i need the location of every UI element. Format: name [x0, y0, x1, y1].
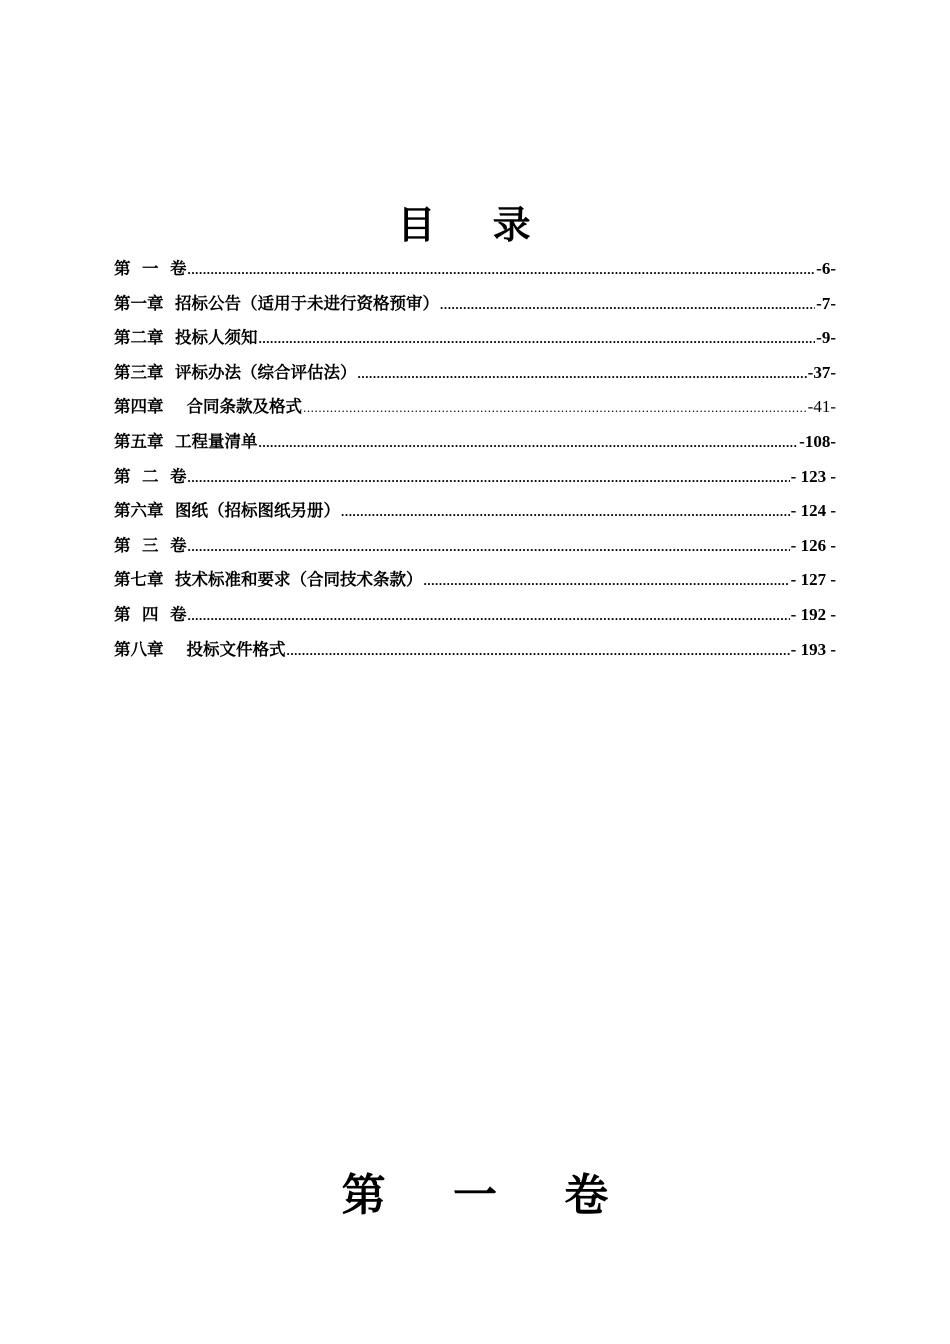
- toc-dot-leader: [286, 640, 789, 662]
- toc-entry-page: - 126 -: [790, 535, 836, 555]
- toc-title: 目 录: [397, 202, 553, 247]
- toc-entry-label: 第一章 招标公告（适用于未进行资格预审）: [114, 293, 439, 313]
- toc-dot-leader: [424, 570, 790, 592]
- toc-entry-volume-3[interactable]: [114, 535, 836, 570]
- toc-entry-volume-2[interactable]: [114, 466, 836, 501]
- toc-dot-leader: [341, 501, 790, 523]
- toc-entry-page: -108-: [799, 431, 836, 451]
- toc-entry-label: 第八章 投标文件格式: [114, 639, 286, 659]
- toc-entry-label: 第六章 图纸（招标图纸另册）: [114, 501, 340, 521]
- toc-entry-page: - 124 -: [790, 501, 836, 521]
- toc-entry-chapter-5[interactable]: [114, 431, 836, 466]
- toc-entry-label: 第 二 卷: [114, 466, 187, 486]
- toc-entry-chapter-8[interactable]: [114, 639, 836, 674]
- toc-entry-chapter-7[interactable]: [114, 569, 836, 604]
- toc-entry-chapter-4[interactable]: [114, 396, 836, 431]
- toc-dot-leader: [187, 605, 789, 627]
- toc-entry-page: - 127 -: [790, 570, 836, 590]
- toc-entry-page: -6-: [816, 259, 836, 278]
- toc-entry-label: 第 四 卷: [114, 604, 187, 624]
- toc-entry-label: 第二章 投标人须知: [114, 328, 258, 348]
- toc-dot-leader: [303, 397, 807, 419]
- toc-entry-label: 第七章 技术标准和要求（合同技术条款）: [114, 570, 423, 590]
- toc-dot-leader: [358, 363, 807, 385]
- toc-dot-leader: [187, 259, 815, 281]
- table-of-contents: [114, 258, 836, 673]
- toc-entry-page: - 192 -: [790, 604, 836, 624]
- toc-entry-page: -41-: [807, 397, 836, 417]
- toc-dot-leader: [259, 432, 799, 454]
- toc-entry-label: 第三章 评标办法（综合评估法）: [114, 362, 357, 382]
- toc-dot-leader: [187, 536, 789, 558]
- toc-entry-chapter-6[interactable]: [114, 500, 836, 535]
- toc-dot-leader: [259, 328, 816, 350]
- toc-entry-label: 第 一 卷: [114, 259, 187, 278]
- toc-entry-label: 第五章 工程量清单: [114, 431, 258, 451]
- toc-entry-page: - 123 -: [790, 466, 836, 486]
- toc-entry-volume-1[interactable]: [114, 258, 836, 293]
- toc-entry-chapter-2[interactable]: [114, 327, 836, 362]
- toc-dot-leader: [187, 467, 789, 489]
- toc-dot-leader: [440, 294, 815, 316]
- toc-entry-label: 第 三 卷: [114, 535, 187, 555]
- toc-entry-page: - 193 -: [790, 639, 836, 659]
- volume-heading: 第 一 卷: [341, 1170, 635, 1221]
- toc-entry-page: -37-: [807, 362, 836, 382]
- toc-entry-page: -9-: [816, 328, 836, 348]
- toc-entry-chapter-3[interactable]: [114, 362, 836, 397]
- toc-entry-volume-4[interactable]: [114, 604, 836, 639]
- toc-entry-chapter-1[interactable]: [114, 293, 836, 328]
- toc-entry-page: -7-: [816, 293, 836, 313]
- toc-entry-label: 第四章 合同条款及格式: [114, 397, 302, 417]
